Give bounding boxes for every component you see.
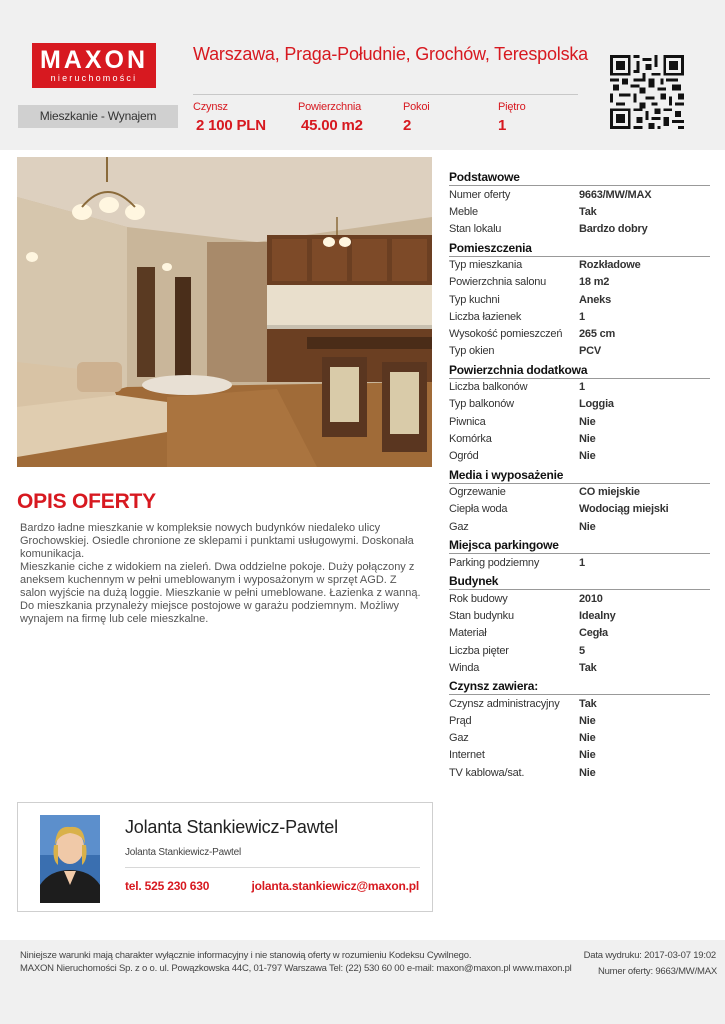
detail-label: Winda <box>449 661 480 674</box>
detail-value: 18 m2 <box>579 276 610 289</box>
detail-value: Wodociąg miejski <box>579 503 669 516</box>
detail-label: Stan lokalu <box>449 222 502 235</box>
agent-email-link[interactable]: jolanta.stankiewicz@maxon.pl <box>251 879 419 893</box>
detail-value: Cegła <box>579 627 608 640</box>
description-paragraph: Mieszkanie ciche z widokiem na zieleń. Dwa oddzielne pokoje. Duży połączony z aneksem kuchennym w pełni umeblowanym i wyposażonym w sprzęt AGD. Z salon wyjście na dużą loggie. Mieszkanie w pełni umeblowane. Łazienka z wanną. Do mieszkania przynależy miejsce postojowe w garażu podziemnym. Możliwy wynajem na firmę lub cele mieszkalne. <box>20 561 421 625</box>
detail-label: Ogrzewanie <box>449 486 506 499</box>
stat-label-rent: Czynsz <box>193 101 228 113</box>
detail-label: Numer oferty <box>449 188 511 201</box>
logo-sub-text: nieruchomości <box>50 73 138 83</box>
detail-label: Internet <box>449 749 485 762</box>
stat-value-area: 45.00 m2 <box>301 117 363 134</box>
description-text <box>20 522 425 626</box>
detail-label: Powierzchnia salonu <box>449 276 547 289</box>
maxon-logo[interactable] <box>32 43 156 88</box>
section-heading: Media i wyposażenie <box>449 468 710 484</box>
detail-row <box>449 396 710 413</box>
property-details <box>449 170 710 781</box>
detail-row <box>449 274 710 291</box>
detail-row <box>449 325 710 342</box>
agent-avatar <box>40 815 100 903</box>
stat-value-rent: 2 100 PLN <box>196 117 266 134</box>
logo-main-text: MAXON <box>39 46 149 74</box>
detail-row <box>449 257 710 274</box>
detail-label: Piwnica <box>449 415 486 428</box>
stat-value-rooms: 2 <box>403 117 412 134</box>
detail-row <box>449 608 710 625</box>
detail-row <box>449 308 710 325</box>
listing-type-badge: Mieszkanie - Wynajem <box>18 105 178 128</box>
detail-label: TV kablowa/sat. <box>449 766 525 779</box>
stat-label-floor: Piętro <box>498 101 526 113</box>
detail-label: Wysokość pomieszczeń <box>449 327 563 340</box>
header-divider <box>193 94 578 95</box>
footer <box>0 940 725 1024</box>
qr-code-icon[interactable] <box>610 55 684 129</box>
detail-label: Meble <box>449 205 478 218</box>
detail-row <box>449 203 710 220</box>
detail-value: 2010 <box>579 592 603 605</box>
detail-value: 265 cm <box>579 327 616 340</box>
interior-photo-illustration <box>17 157 432 467</box>
agent-subtitle: Jolanta Stankiewicz-Pawtel <box>125 847 241 858</box>
detail-row <box>449 695 710 712</box>
section-heading: Podstawowe <box>449 170 710 186</box>
detail-row <box>449 447 710 464</box>
detail-value: Loggia <box>579 398 614 411</box>
detail-row <box>449 343 710 360</box>
detail-value: 1 <box>579 381 585 394</box>
detail-value: Bardzo dobry <box>579 222 648 235</box>
detail-row <box>449 518 710 535</box>
detail-row <box>449 625 710 642</box>
detail-value: Nie <box>579 749 596 762</box>
detail-value: Nie <box>579 766 596 779</box>
footer-offer-number: Numer oferty: 9663/MW/MAX <box>597 966 717 977</box>
footer-print-date: Data wydruku: 2017-03-07 19:02 <box>583 950 716 961</box>
stat-label-area: Powierzchnia <box>298 101 362 113</box>
detail-row <box>449 186 710 203</box>
detail-label: Materiał <box>449 627 487 640</box>
detail-row <box>449 730 710 747</box>
detail-value: Tak <box>579 661 597 674</box>
detail-row <box>449 713 710 730</box>
description-paragraph: Bardzo ładne mieszkanie w kompleksie nowych budynków niedaleko ulicy Grochowskiej. Osiedle chronione ze sklepami i punktami usługowymi. Doskonała komunikacja. <box>20 522 414 560</box>
detail-row <box>449 659 710 676</box>
detail-value: 1 <box>579 556 585 569</box>
stat-value-floor: 1 <box>498 117 507 134</box>
property-address: Warszawa, Praga-Południe, Grochów, Terespolska <box>193 44 588 64</box>
detail-value: 1 <box>579 310 585 323</box>
agent-name: Jolanta Stankiewicz-Pawtel <box>125 817 338 837</box>
property-photo[interactable] <box>17 157 432 467</box>
detail-label: Parking podziemny <box>449 556 540 569</box>
detail-label: Liczba łazienek <box>449 310 522 323</box>
detail-row <box>449 642 710 659</box>
agent-phone-link[interactable]: tel. 525 230 630 <box>125 879 210 893</box>
section-heading: Miejsca parkingowe <box>449 538 710 554</box>
detail-value: 5 <box>579 644 585 657</box>
detail-label: Prąd <box>449 715 472 728</box>
detail-value: Nie <box>579 415 596 428</box>
detail-value: Rozkładowe <box>579 259 641 272</box>
detail-label: Ciepła woda <box>449 503 508 516</box>
section-heading: Budynek <box>449 574 710 590</box>
detail-value: Aneks <box>579 293 612 306</box>
detail-label: Gaz <box>449 732 469 745</box>
header <box>0 0 725 150</box>
detail-value: Tak <box>579 697 597 710</box>
detail-row <box>449 590 710 607</box>
detail-label: Gaz <box>449 520 469 533</box>
detail-row <box>449 291 710 308</box>
detail-label: Ogród <box>449 450 479 463</box>
section-heading: Powierzchnia dodatkowa <box>449 363 710 379</box>
detail-row <box>449 413 710 430</box>
detail-row <box>449 220 710 237</box>
detail-label: Typ kuchni <box>449 293 500 306</box>
detail-value: CO miejskie <box>579 486 640 499</box>
detail-label: Komórka <box>449 432 492 445</box>
detail-value: Nie <box>579 732 596 745</box>
section-heading: Pomieszczenia <box>449 241 710 257</box>
detail-label: Typ balkonów <box>449 398 514 411</box>
description-title: OPIS OFERTY <box>17 490 156 513</box>
section-heading: Czynsz zawiera: <box>449 679 710 695</box>
detail-row <box>449 764 710 781</box>
detail-row <box>449 554 710 571</box>
detail-label: Typ okien <box>449 345 495 358</box>
detail-label: Stan budynku <box>449 610 514 623</box>
detail-label: Liczba pięter <box>449 644 509 657</box>
footer-disclaimer: Niniejsze warunki mają charakter wyłącznie informacyjny i nie stanowią oferty w rozumieniu Kodeksu Cywilnego. <box>20 950 472 961</box>
detail-label: Typ mieszkania <box>449 259 523 272</box>
footer-company-info: MAXON Nieruchomości Sp. z o o. ul. Powązkowska 44C, 01-797 Warszawa Tel: (22) 530 60 00 e-mail: maxon@maxon.pl www.maxon.pl <box>20 963 572 974</box>
detail-value: PCV <box>579 345 602 358</box>
agent-card <box>17 802 433 912</box>
detail-label: Czynsz administracyjny <box>449 697 560 710</box>
agent-divider <box>125 867 420 868</box>
detail-row <box>449 379 710 396</box>
detail-row <box>449 484 710 501</box>
detail-label: Rok budowy <box>449 592 508 605</box>
detail-row <box>449 747 710 764</box>
detail-value: Nie <box>579 450 596 463</box>
detail-row <box>449 501 710 518</box>
detail-value: Tak <box>579 205 597 218</box>
detail-value: Nie <box>579 715 596 728</box>
stat-label-rooms: Pokoi <box>403 101 430 113</box>
detail-value: Nie <box>579 432 596 445</box>
detail-value: Nie <box>579 520 596 533</box>
detail-value: 9663/MW/MAX <box>579 188 652 201</box>
detail-label: Liczba balkonów <box>449 381 528 394</box>
detail-value: Idealny <box>579 610 616 623</box>
detail-row <box>449 430 710 447</box>
